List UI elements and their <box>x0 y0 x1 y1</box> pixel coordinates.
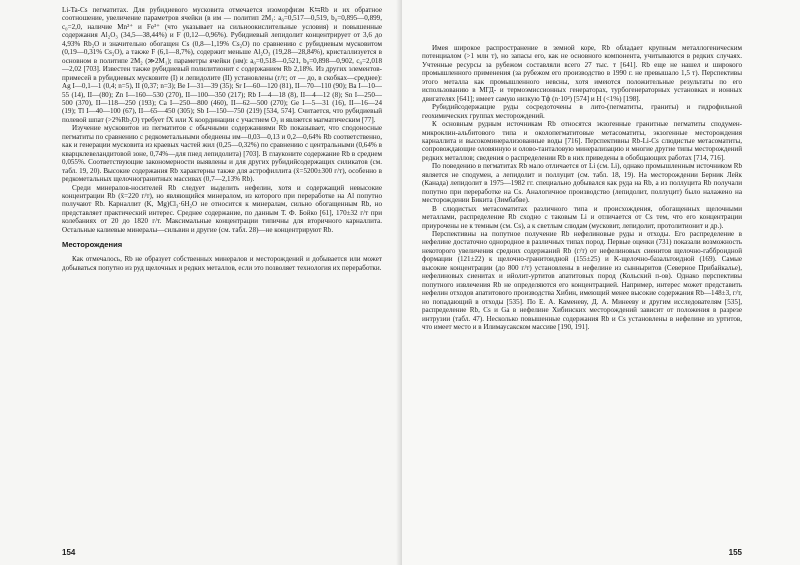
paragraph: Li-Ta-Cs пегматитах. Для рубидиевого мусковита отмечается изоморфизм K⇆Rb и их обратное соотношение, увеличение параметров ячейки (в им — политип 2M₁: a₀=0,517—0,519, b₀=0,895—0,899, c₀=2,0, наличие Mn²⁺ и Fe³⁺ (что указывает на сильноокислительные условия) и повышенные содержания Al₂O₃ (34,5—38,44%) и F (0,12—0,96%). Рубидиевый лепидолит концентрирует от 3,6 до 4,93% Rb₂O и значительно обогащен Cs (0,8—1,19% Cs₂O) по сравнению с рубидиевым мусковитом (0,19—0,31% Cs₂O), а также F (6,1—8,7%), содержит меньше Al₂O₃ (19,28—28,84%), кристаллизуется в основном в политипе 2M₂ (≫2M₁); параметры ячейки (нм): a₀=0,518—0,521, b₀=0,898—0,902, c₀=2,018—2,02 [703]. Известен также рубидиевый полилитионит с содержанием Rb 2,18%. Из других элементов-примесей в рубидиевых мусковите (I) и лепидолите (II) установлены (г/т; от — до, в скобках—среднее): Ag I—0,1—1 (0,4; n=5), II (0,37; n=3); Be I—31—39 (35); Sr I—60—120 (81), II—70—110 (90); Ba I—10—55 (14), II—(80); Zn I—160—530 (270), II—100—350 (217); Rb I—4—18 (8), II—4—12 (8); Sn I—250—500 (370), II—118—250 (193); Ca I—250—800 (460), II—62—500 (270); Ge I—5—31 (16), II—16—24 (19); Tl I—40—100 (67), II—65—450 (305); Sb I—150—750 (219) [534, 574]. Считается, что рубидиевый полевой шпат (>2%Rb₂O) требует fX или X координации с участием O₂ и является магматическим [77]. <box>62 6 382 124</box>
paragraph: Изучение мусковитов из пегматитов с обычными содержаниями Rb показывает, что сподоносные пегматиты по сравнению с редкометальными обеднены им—0,03—0,13 и 0,2—0,64% Rb соответственно, как и генерации мусковита из краевых частей жил (0,25—0,32%) по сравнению с центральными (0,64% в кварцклевеландитовой зоне, 0,74%—для пнед лепидолита) [703]. В глауконите содержание Rb в среднем 0,055%. Соответствующие закономерности выявлены и для других рубидийсодержащих силикатов (см. табл. 19, 20). Высокие содержания Rb характерны также для астрофиллита (x̄=5200±300 г/т), особенно в редкометальных щелочногранитных массивах (0,7—2,13% Rb). <box>62 124 382 184</box>
right-page <box>402 0 800 565</box>
page-number: 154 <box>62 548 76 557</box>
page-number: 155 <box>728 548 742 557</box>
paragraph: По поведению в пегматитах Rb мало отличается от Li (см. Li), однако промышленным источником Rb является не сподумен, а лепидолит и поллуцит (см. табл. 18, 19). На месторождении Берник Лейк (Канада) лепидолит в 1975—1982 гг. специально добывался как руда на Rb, а из поллуцита Rb получали попутно при переработке на Cs. Аналогичное производство (лепидолит, поллуцит) было налажено на месторождении Бикита (Зимбабве). <box>422 162 742 205</box>
paragraph: Имея широкое распространение в земной коре, Rb обладает крупным металлогеническим потенциалом (>1 млн т), но запасы его, как не основного компонента, учитываются в редких случаях. Учтенные ресурсы за рубежом составляли всего 27 тыс. т [641]. Rb еще не нашел и широкого промышленного применения (за рубежом его производство в 1990 г. не превышало 1,5 т). Перспективы этого металла как промышленного невсны, хотя имеются положительные результаты по его использованию в МГД- и термоэмиссионных генераторах, турбогенераторных установках и ионных двигателях [641]; имеет самую низкую Тф (n·10²) [574] и H (<1%) [198]. <box>422 44 742 103</box>
paragraph: Перспективны на попутное получение Rb нефелиновые руды и отходы. Его распределение в нефелине достаточно однородное в различных типах пород. Первые оценки (731) показали возможность некоторого увеличения средних содержаний Rb (г/т) от нефелиновых сиенитов щелочно-габброидной формации (121±22) к щелочно-гранитоидной (155±25) и K-щелочно-базальтоидной (169). Самые высокие концентрации (до 800 г/т) установлены в нефелине из сынныритов (Северное Прибайкалье), нефелиновых сиенитах и ийолит-уртитов апатитовых пород (Кольский п-ов). Однако перспективы попутного извлечения Rb не определяются его концентрацией. Например, интерес может представить нефелин отходов апатитового производства Хибин, имеющий менее высокие содержания Rb—148±3, г/т, но попадающий в отходы [535]. По Е. А. Каменеву, Д. А. Минееву и другим исследователям [535], распределение Rb, Cs и Ga в нефелине Хибинских месторождений зависит от положения в разрезе интрузии (табл. 47). Несколько повышенные содержания Rb и Cs установлены в нефелине из уртитов, что имеет место и в Илимаусакском массиве [190, 191]. <box>422 229 742 331</box>
paragraph: Среди минералов-носителей Rb следует выделить нефелин, хотя и содержащий невысокие концентрации Rb (x̄=220 г/т), но являющийся минералом, из которого при переработке на Al попутно получают Rb. Карналлит (K, Mg)Cl₃·6H₂O не относится к минералам, сильно обогащенным Rb, но представляет практический интерес. Среднее содержание, по данным Т. Ф. Бойко [61], 170±32 г/т при колебаниях от 20 до 1820 г/т. Максимальные концентрации типичны для вторичного карналлита. Остальные калиевые минералы—сильвин и другие (см. табл. 28)—не концентрируют Rb. <box>62 183 382 234</box>
left-page-body <box>62 6 382 272</box>
paragraph: Как отмечалось, Rb не образует собственных минералов и месторождений и добывается или может добываться попутно из руд щелочных и редких металлов, если это позволяет технология их переработки. <box>62 255 382 272</box>
paragraph: В слюдистых метасоматитах различного типа и происхождения, обогащенных щелочными металлами, распределение Rb сходно с таковым Li и отличается от Cs тем, что его концентрации приурочены не к темным (см. Cs), а к светлым слюдам (мусковит, лепидолит, протолитионит и др.). <box>422 204 742 230</box>
paragraph: Рубидийсодержащие руды сосредоточены в лито-(пегматиты, граниты) и гидрофильной геохимических группах месторождений. <box>422 103 742 120</box>
right-page-body <box>422 44 742 331</box>
section-heading: Месторождения <box>62 240 123 250</box>
paragraph: К основным рудным источникам Rb относятся экзогенные гранитные пегматиты сподумен-микроклин-альбитового типа и околопегматитовые метасоматиты, экзогенные месторождения карналлита и высокоминерализованные воды [716]. Перспективны Rb-Li-Cs слюдистые метасоматиты, сопровождающие оловянную и олово-танталовую минерализацию и многие другие типы месторождений редких металлов; сведения о распределении Rb в них приведены в обобщающих работах [714, 716]. <box>422 120 742 162</box>
